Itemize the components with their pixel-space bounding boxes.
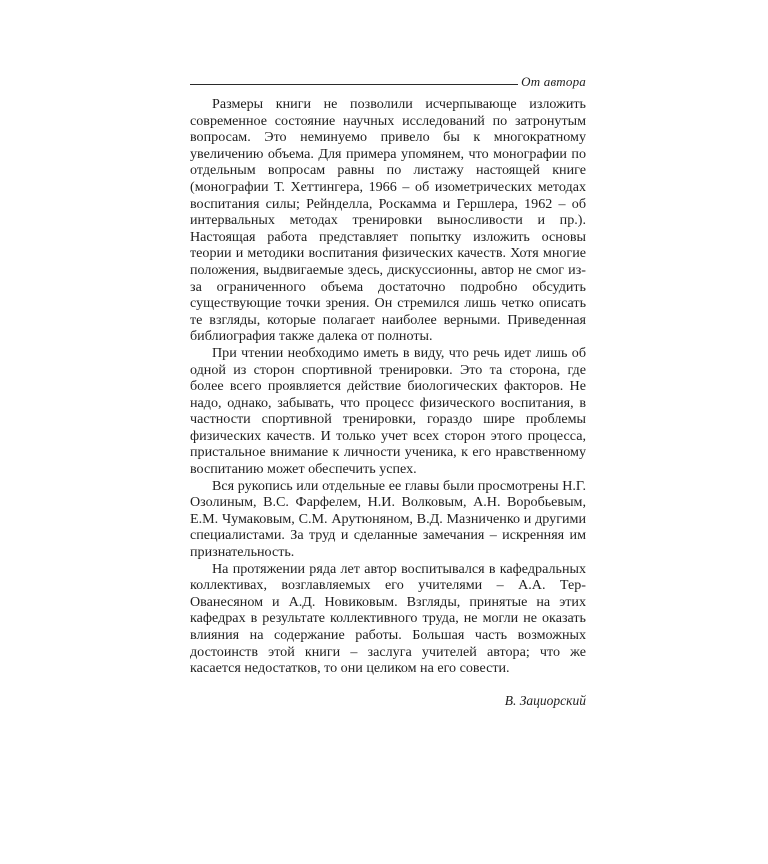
header-rule [190,84,518,85]
paragraph-4: На протяжении ряда лет автор воспитывался в кафедральных коллективах, возглавляемых его учителями – А.А. Тер-Ованесяном и А.Д. Новиковым. Взгляды, принятые на этих кафедрах в результате коллективного труда, не могли не оказать влияния на содержание работы. Большая часть возможных достоинств этой книги – заслуга учителей автора; что же касается недостатков, то они целиком на его совести. [190,560,586,677]
book-page [190,72,586,709]
paragraph-1: Размеры книги не позволили исчерпывающе изложить современное состояние научных исследований по затронутым вопросам. Это неминуемо привело бы к многократному увеличению объема. Для примера упомянем, что монографии по отдельным вопросам равны по листажу настоящей книге (монографии Т. Хеттингера, 1966 – об изометрических методах воспитания силы; Рейнделла, Роскамма и Гершлера, 1962 – об интервальных методах тренировки выносливости и пр.). Настоящая работа представляет попытку изложить основы теории и методики воспитания физических качеств. Хотя многие положения, выдвигаемые здесь, дискуссионны, автор не смог из-за ограниченного объема достаточно подробно обсудить существующие точки зрения. Он стремился лишь четко описать те взгляды, которые полагает наиболее верными. Приведенная библиография также далека от полноты. [190,96,586,345]
paragraph-3: Вся рукопись или отдельные ее главы были просмотрены Н.Г. Озолиным, В.С. Фарфелем, Н.И. Волковым, А.Н. Воробьевым, Е.М. Чумаковым, С.М. Арутюняном, В.Д. Мазниченко и другими специалистами. За труд и сделанные замечания – искренняя им признательность. [190,477,586,561]
author-signature: В. Зациорский [504,692,586,708]
running-header [190,72,586,94]
paragraph-2: При чтении необходимо иметь в виду, что речь идет лишь об одной из сторон спортивной тренировки. Это та сторона, где более всего проявляется действие биологических факторов. Не надо, однако, забывать, что процесс физического воспитания, в частности спортивной тренировки, гораздо шире проблемы физических качеств. И только учет всех сторон этого процесса, пристальное внимание к личности ученика, к его нравственному воспитанию может обеспечить успех. [190,344,586,478]
body-text [190,96,586,677]
header-title: От автора [521,74,586,89]
